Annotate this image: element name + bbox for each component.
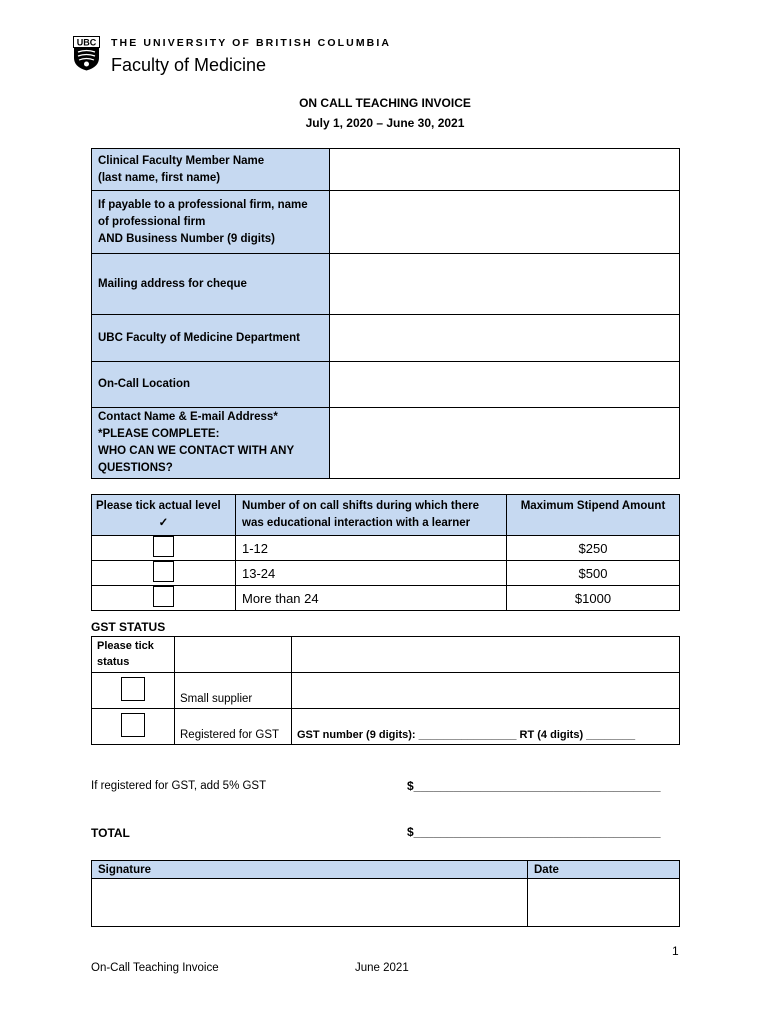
- university-name: THE UNIVERSITY OF BRITISH COLUMBIA: [111, 37, 392, 49]
- total-label: TOTAL: [91, 826, 130, 840]
- logo-text: UBC: [76, 37, 97, 48]
- amount-cell: $250: [507, 536, 680, 561]
- level-checkbox-13-24[interactable]: [153, 561, 174, 582]
- contact-field[interactable]: [330, 408, 680, 479]
- info-label: Clinical Faculty Member Name (last name, first name): [92, 149, 330, 191]
- stipend-header: Maximum Stipend Amount: [507, 495, 680, 536]
- registered-gst-label: Registered for GST: [175, 709, 292, 745]
- date-header: Date: [528, 861, 680, 879]
- ubc-logo: [73, 36, 100, 71]
- table-row: [92, 673, 680, 709]
- invoice-title: ON CALL TEACHING INVOICE: [299, 96, 471, 110]
- location-field[interactable]: [330, 362, 680, 408]
- gst-amount-field[interactable]: $_____________________________________: [407, 779, 661, 793]
- info-label: Contact Name & E-mail Address* *PLEASE COMPLETE: WHO CAN WE CONTACT WITH ANY QUESTIONS?: [92, 408, 330, 479]
- footer-date: June 2021: [355, 962, 409, 974]
- shifts-cell: 13-24: [236, 561, 507, 586]
- info-row: [92, 362, 680, 408]
- amount-cell: $1000: [507, 586, 680, 611]
- faculty-name: Faculty of Medicine: [111, 55, 267, 75]
- total-amount-field[interactable]: $_____________________________________: [407, 825, 661, 839]
- info-label: On-Call Location: [92, 362, 330, 408]
- signature-table: [91, 860, 680, 927]
- table-row: [92, 561, 680, 586]
- level-checkbox-more-than-24[interactable]: [153, 586, 174, 607]
- firm-field[interactable]: [330, 191, 680, 254]
- invoice-period: July 1, 2020 – June 30, 2021: [305, 116, 465, 130]
- gst-table: [91, 636, 680, 745]
- mailing-address-field[interactable]: [330, 254, 680, 315]
- stipend-table: [91, 494, 680, 611]
- table-row: [92, 586, 680, 611]
- gst-add-label: If registered for GST, add 5% GST: [91, 780, 267, 792]
- small-supplier-checkbox[interactable]: [121, 677, 145, 701]
- info-row: [92, 254, 680, 315]
- info-label: If payable to a professional firm, name of professional firm AND Business Number (9 digits): [92, 191, 330, 254]
- date-field[interactable]: [528, 879, 680, 927]
- info-row: [92, 191, 680, 254]
- page-number: 1: [672, 944, 679, 958]
- registered-gst-checkbox[interactable]: [121, 713, 145, 737]
- gst-number-field[interactable]: GST number (9 digits): ________________ RT (4 digits) ________: [292, 709, 680, 745]
- signature-header: Signature: [92, 861, 528, 879]
- department-field[interactable]: [330, 315, 680, 362]
- shifts-cell: More than 24: [236, 586, 507, 611]
- footer-doc-name: On-Call Teaching Invoice: [91, 962, 219, 974]
- info-label: UBC Faculty of Medicine Department: [92, 315, 330, 362]
- info-label: Mailing address for cheque: [92, 254, 330, 315]
- shifts-header: Number of on call shifts during which there was educational interaction with a learner: [236, 495, 507, 536]
- info-row: [92, 149, 680, 191]
- member-name-field[interactable]: [330, 149, 680, 191]
- tick-level-header: Please tick actual level ✓: [92, 495, 236, 536]
- checkmark-icon: ✓: [158, 517, 169, 529]
- small-supplier-label: Small supplier: [175, 673, 292, 709]
- level-checkbox-1-12[interactable]: [153, 536, 174, 557]
- shifts-cell: 1-12: [236, 536, 507, 561]
- table-row: [92, 536, 680, 561]
- amount-cell: $500: [507, 561, 680, 586]
- gst-heading: GST STATUS: [91, 620, 166, 634]
- tick-status-header: Please tick status: [92, 637, 175, 673]
- signature-field[interactable]: [92, 879, 528, 927]
- info-row: [92, 408, 680, 479]
- info-row: [92, 315, 680, 362]
- info-table: [91, 148, 680, 479]
- table-row: [92, 709, 680, 745]
